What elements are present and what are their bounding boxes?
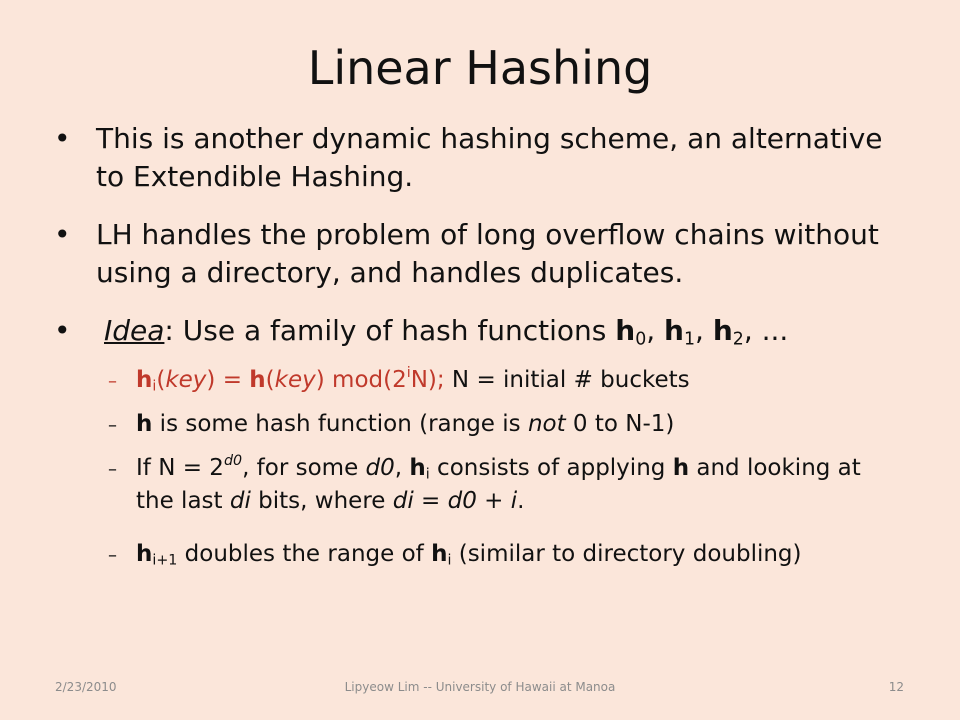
text-fragment: , for some	[242, 455, 366, 481]
h-symbol: h	[136, 411, 153, 437]
subscript-2: 2	[732, 329, 744, 350]
text-fragment: bits, where	[250, 488, 393, 514]
footer-author: Lipyeow Lim -- University of Hawaii at Manoa	[344, 680, 616, 694]
text-fragment: N);	[410, 367, 445, 393]
dash-marker: –	[108, 459, 117, 480]
h-symbol: h	[615, 314, 636, 347]
bullet-dot: •	[54, 218, 71, 251]
h-symbol: h	[136, 367, 153, 393]
text-fragment: doubles the range of	[177, 541, 432, 567]
h-symbol: h	[431, 541, 448, 567]
text-fragment: N = initial # buckets	[444, 367, 690, 393]
h-symbol: h	[672, 455, 690, 481]
text-fragment: ) mod(2	[315, 367, 407, 393]
dash-marker: –	[108, 415, 117, 436]
dash-marker: –	[108, 371, 117, 392]
separator: ,	[646, 314, 665, 347]
bullet-dynamic-hashing	[54, 120, 896, 196]
subscript-i-plus-1: i+1	[152, 552, 178, 569]
text-fragment: and looking at the last	[136, 455, 861, 514]
superscript-d0: d0	[223, 453, 243, 470]
footer-page-number: 12	[888, 680, 904, 694]
key-italic: key	[274, 367, 316, 393]
bullet-dot: •	[54, 314, 71, 347]
sub-bullet-hash-function	[108, 408, 896, 441]
h-symbol: h	[136, 541, 153, 567]
text-fragment: (similar to directory doubling)	[451, 541, 802, 567]
di-italic: di	[229, 488, 251, 514]
dash-marker: –	[108, 545, 117, 566]
h-symbol: h	[664, 314, 684, 347]
di-equation-italic: di = d0 + i	[392, 488, 518, 514]
text-fragment: ,	[394, 455, 410, 481]
sub-bullet-hi-consists	[108, 452, 896, 518]
text-fragment: (	[265, 367, 275, 393]
subscript-0: 0	[635, 329, 647, 350]
bullet-idea	[54, 312, 904, 350]
bullet-text: This is another dynamic hashing scheme, an alternative to Extendible Hashing.	[96, 122, 883, 193]
subscript-i: i	[447, 552, 452, 569]
h-symbol: h	[712, 314, 733, 347]
subscript-i: i	[425, 466, 430, 483]
bullet-dot: •	[54, 122, 71, 155]
h-symbol: h	[409, 455, 426, 481]
superscript-i: i	[406, 365, 411, 382]
h-symbol: h	[249, 367, 266, 393]
bullet-lh-overflow	[54, 216, 896, 292]
subscript-1: 1	[683, 329, 696, 350]
text-fragment: (	[156, 367, 166, 393]
text-fragment: If N = 2	[136, 455, 224, 481]
slide-title: Linear Hashing	[307, 41, 653, 95]
text-fragment: is some hash function (range is	[152, 411, 528, 437]
subscript-i: i	[152, 378, 157, 395]
text-fragment: 0 to N-1)	[565, 411, 675, 437]
d0-italic: d0	[365, 455, 395, 481]
idea-tail: , ...	[743, 314, 789, 347]
key-italic: key	[165, 367, 207, 393]
text-fragment: ) =	[206, 367, 250, 393]
idea-text: : Use a family of hash functions	[164, 314, 616, 347]
footer-date: 2/23/2010	[55, 680, 117, 694]
not-italic: not	[527, 411, 566, 437]
sub-bullet-doubling	[108, 538, 896, 571]
separator: ,	[695, 314, 713, 347]
text-fragment: .	[517, 488, 525, 514]
bullet-text: LH handles the problem of long overflow chains without using a directory, and handles duplicates.	[96, 218, 879, 289]
text-fragment: consists of applying	[429, 455, 673, 481]
idea-label: Idea	[104, 314, 165, 347]
sub-bullet-hi-definition	[108, 364, 896, 397]
